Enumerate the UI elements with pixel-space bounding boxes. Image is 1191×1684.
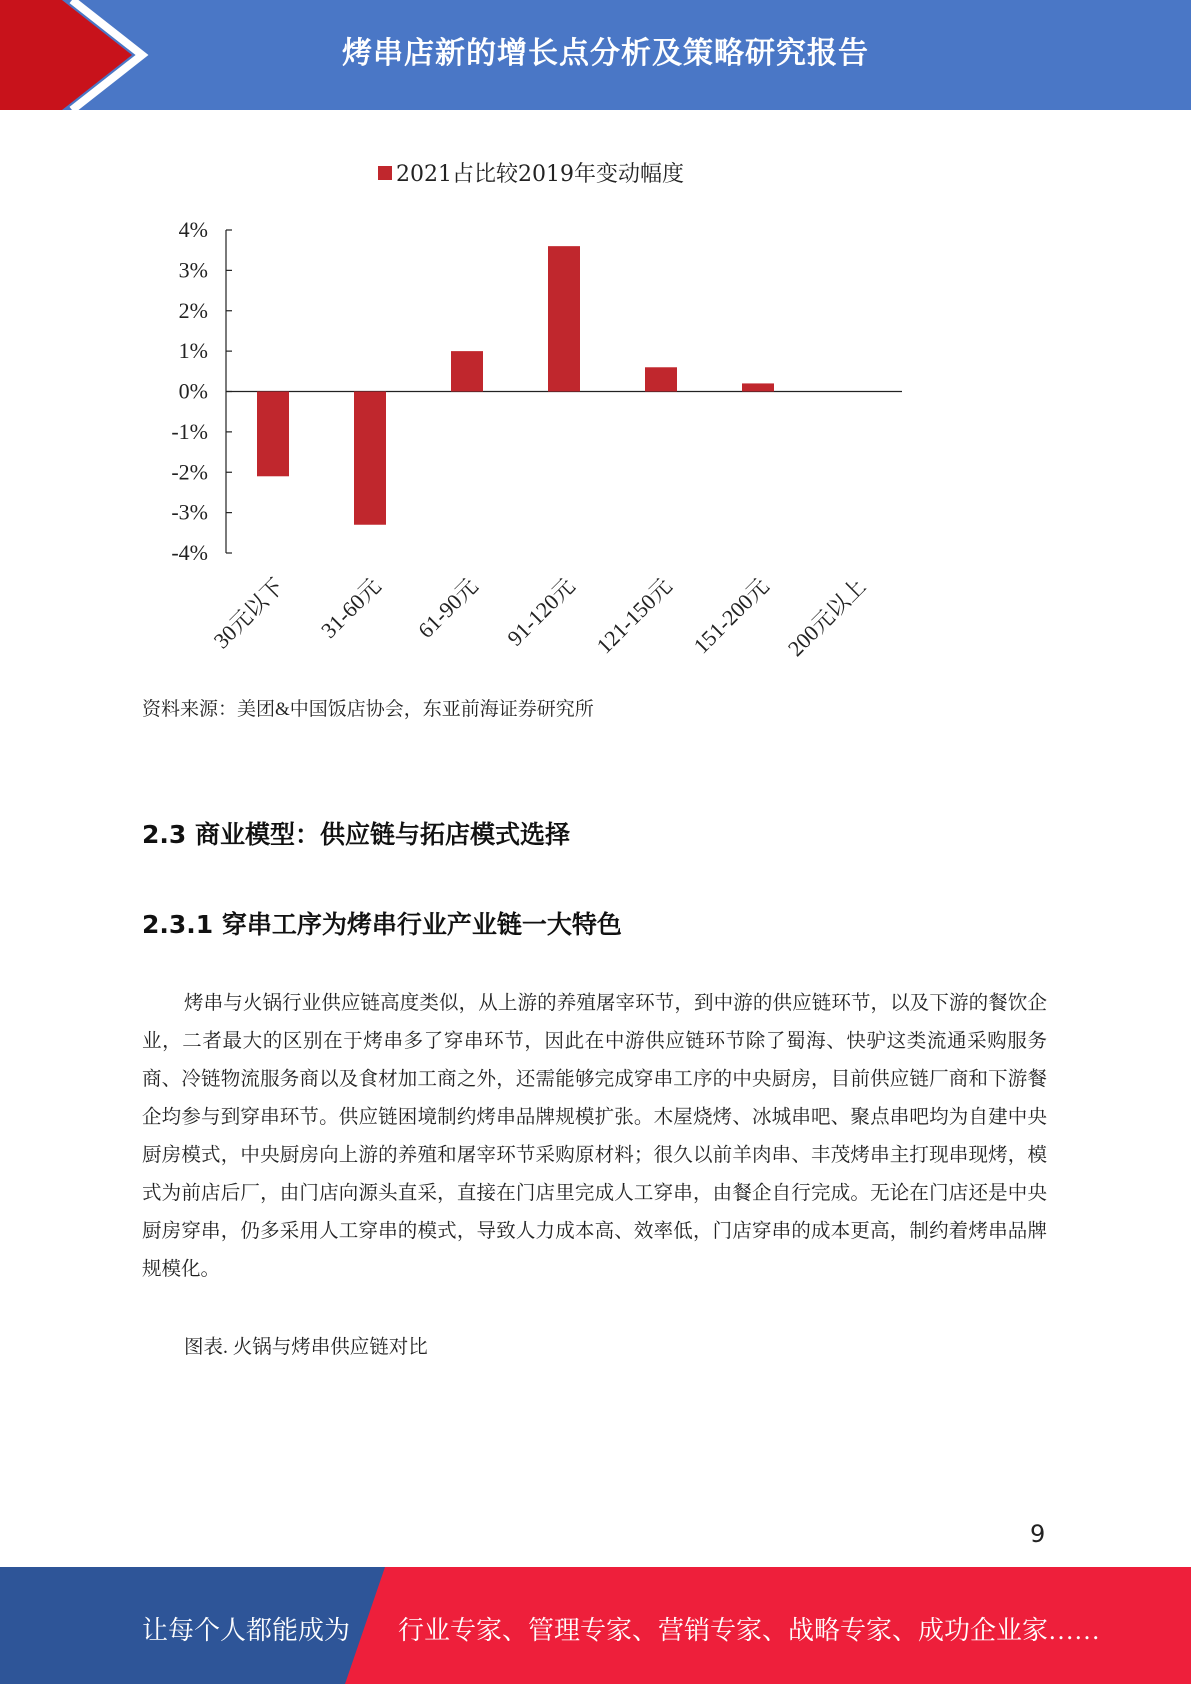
y-tick-label: 1%: [178, 338, 208, 364]
page-number: 9: [1030, 1520, 1046, 1548]
footer-slogan-right: 行业专家、管理专家、营销专家、战略专家、成功企业家……: [398, 1616, 1101, 1645]
y-tick-label: 3%: [178, 257, 208, 283]
bar: [645, 367, 677, 391]
page-header: [0, 0, 1191, 110]
bar: [548, 246, 580, 391]
chart-source: 资料来源：美团&中国饭店协会，东亚前海证券研究所: [142, 699, 594, 720]
y-tick-label: 0%: [178, 378, 208, 404]
y-tick-label: -4%: [171, 540, 208, 565]
bar: [354, 392, 386, 525]
bar: [451, 351, 483, 391]
y-tick-label: -2%: [171, 459, 208, 485]
x-tick-label: 30元以下: [208, 573, 289, 654]
section-heading: 2.3 商业模型：供应链与拓店模式选择: [142, 820, 570, 849]
subsection-heading: 2.3.1 穿串工序为烤串行业产业链一大特色: [142, 910, 622, 939]
bar: [257, 392, 289, 477]
x-tick-label: 91-120元: [502, 573, 580, 651]
y-tick-label: -3%: [171, 499, 208, 525]
report-title: 烤串店新的增长点分析及策略研究报告: [342, 36, 869, 71]
body-paragraph: 烤串与火锅行业供应链高度类似，从上游的养殖屠宰环节，到中游的供应链环节，以及下游的餐饮企业，二者最大的区别在于烤串多了穿串环节，因此在中游供应链环节除了蜀海、快驴这类流通采购服务商、冷链物流服务商以及食材加工商之外，还需能够完成穿串工序的中央厨房，目前供应链厂商和下游餐企均参与到穿串环节。供应链困境制约烤串品牌规模扩张。木屋烧烤、冰城串吧、聚点串吧均为自建中央厨房模式，中央厨房向上游的养殖和屠宰环节采购原材料；很久以前羊肉串、丰茂烤串主打现串现烤，模式为前店后厂，由门店向源头直采，直接在门店里完成人工穿串，由餐企自行完成。无论在门店还是中央厨房穿串，仍多采用人工穿串的模式，导致人力成本高、效率低，门店穿串的成本更高，制约着烤串品牌规模化。: [142, 993, 1047, 1280]
page-footer: [0, 1567, 1191, 1684]
y-tick-label: -1%: [171, 418, 208, 444]
x-tick-label: 200元以上: [782, 573, 871, 662]
x-tick-label: 31-60元: [316, 573, 386, 643]
bar: [742, 383, 774, 391]
bar-chart: [120, 145, 940, 685]
legend-label: 2021占比较2019年变动幅度: [396, 162, 684, 187]
figure-caption: 图表. 火锅与烤串供应链对比: [184, 1337, 428, 1358]
y-tick-label: 4%: [178, 217, 208, 242]
x-tick-label: 61-90元: [413, 573, 483, 643]
x-tick-label: 151-200元: [688, 573, 774, 659]
footer-slogan-left: 让每个人都能成为: [142, 1616, 351, 1645]
y-tick-label: 2%: [178, 297, 208, 323]
x-tick-label: 121-150元: [591, 573, 677, 659]
